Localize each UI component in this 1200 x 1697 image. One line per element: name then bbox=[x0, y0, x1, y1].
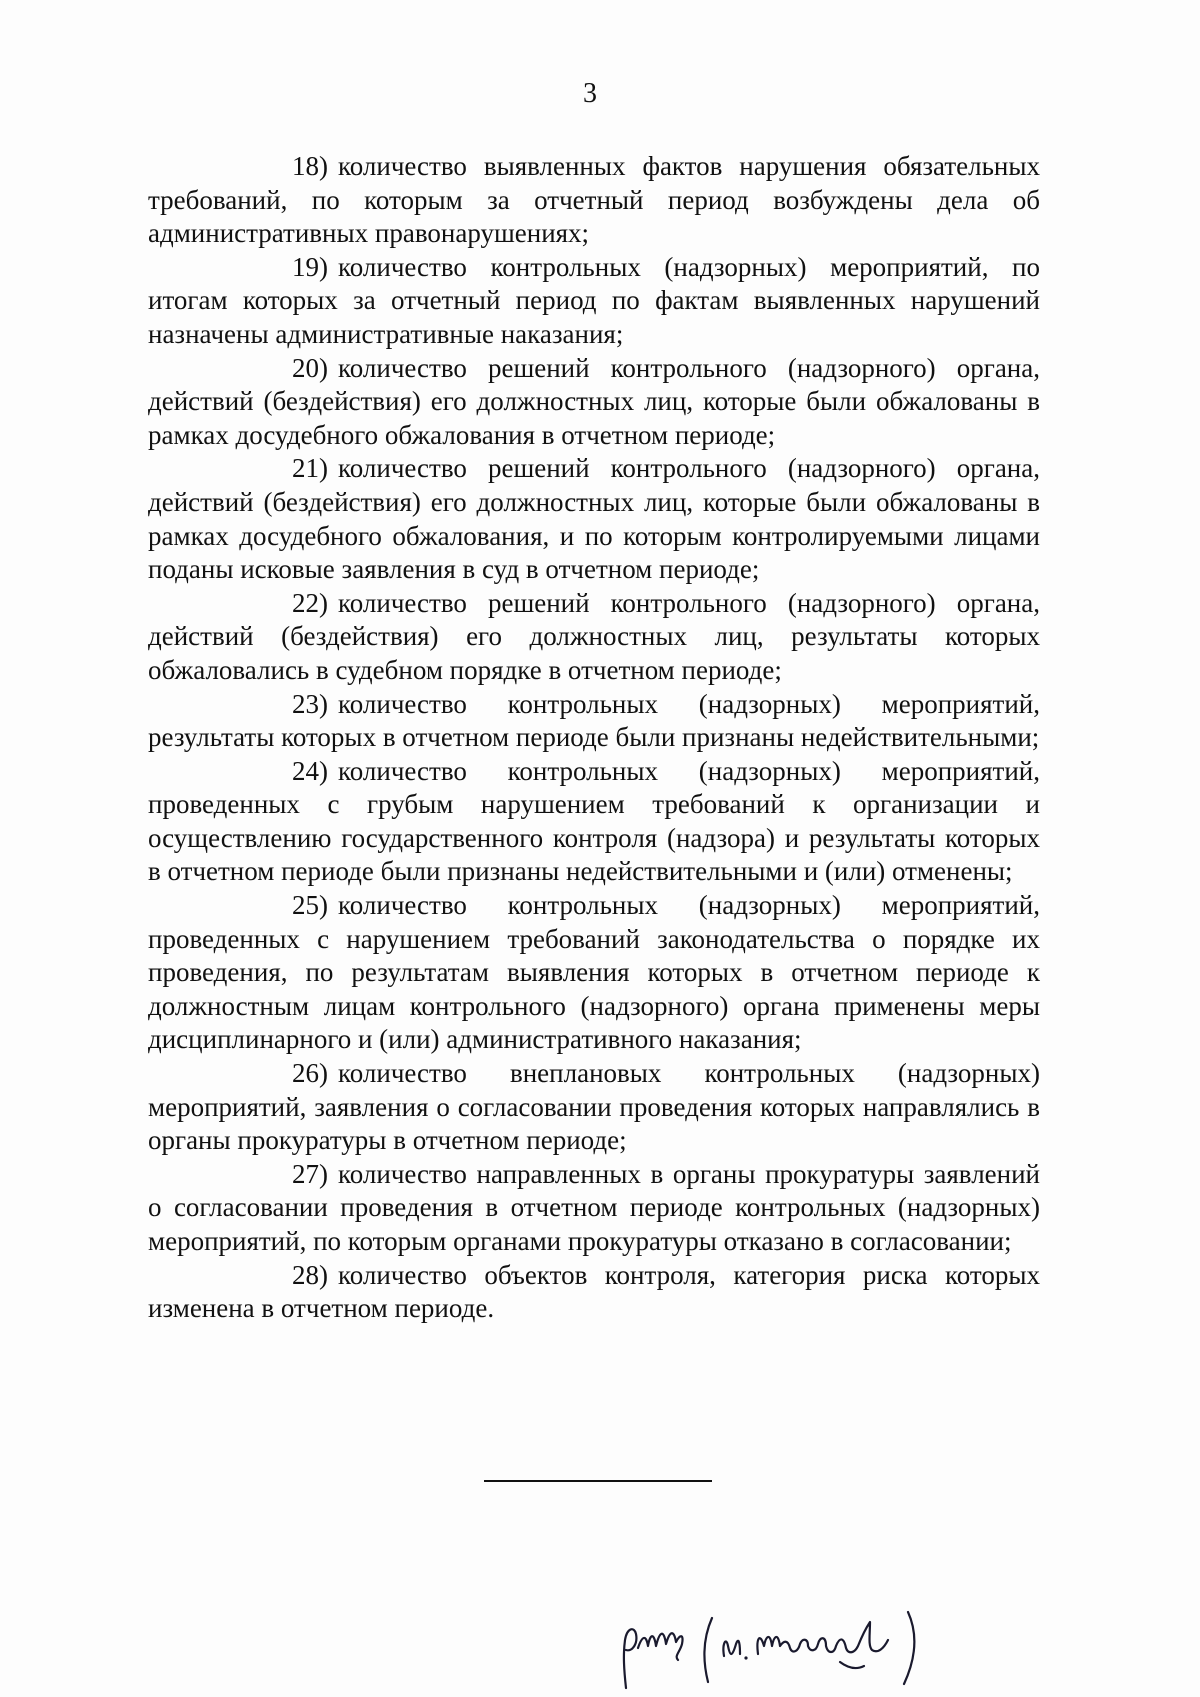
document-body bbox=[148, 150, 1040, 1326]
list-item bbox=[148, 150, 1040, 251]
item-number: 22) bbox=[292, 587, 328, 618]
item-number: 18) bbox=[292, 151, 328, 181]
signature-scribble-icon bbox=[608, 1600, 968, 1692]
list-item bbox=[148, 352, 1040, 453]
item-text: количество решений контрольного (надзорного) органа, действий (бездействия) его должностных лиц, которые были обжалованы в рамках досудебного обжалования, и по которым контролируемыми лицами поданы исковые заявления в суд в отчетном периоде; bbox=[148, 453, 1040, 585]
list-item bbox=[148, 587, 1040, 688]
list-item bbox=[148, 688, 1040, 755]
list-item bbox=[148, 1158, 1040, 1259]
item-number: 19) bbox=[292, 251, 328, 282]
list-item bbox=[148, 452, 1040, 586]
item-text: количество контрольных (надзорных) мероприятий, результаты которых в отчетном периоде были признаны недействительными; bbox=[148, 688, 1040, 753]
item-number: 23) bbox=[292, 688, 328, 719]
item-text: количество выявленных фактов нарушения обязательных требований, по которым за отчетный период возбуждены дела об административных правонарушениях; bbox=[148, 151, 1040, 249]
item-text: количество направленных в органы прокуратуры заявлений о согласовании проведения в отчетном периоде контрольных (надзорных) мероприятий, по которым органами прокуратуры отказано в согласовании; bbox=[148, 1158, 1040, 1256]
item-text: количество решений контрольного (надзорного) органа, действий (бездействия) его должностных лиц, результаты которых обжаловались в судебном порядке в отчетном периоде; bbox=[148, 587, 1040, 685]
item-number: 21) bbox=[292, 453, 328, 484]
closing-divider-line bbox=[484, 1480, 712, 1482]
list-item bbox=[148, 251, 1040, 352]
item-text: количество объектов контроля, категория риска которых изменена в отчетном периоде. bbox=[148, 1259, 1040, 1324]
item-number: 20) bbox=[292, 352, 328, 383]
item-text: количество решений контрольного (надзорного) органа, действий (бездействия) его должностных лиц, которые были обжалованы в рамках досудебного обжалования в отчетном периоде; bbox=[148, 352, 1040, 450]
item-number: 28) bbox=[292, 1259, 328, 1290]
item-text: количество контрольных (надзорных) мероприятий, проведенных с нарушением требований законодательства о порядке их проведения, по результатам выявления которых в отчетном периоде к должностным лицам контрольного (надзорного) органа применены меры дисциплинарного и (или) административного наказания; bbox=[148, 890, 1040, 1055]
item-number: 27) bbox=[292, 1158, 328, 1189]
list-item bbox=[148, 889, 1040, 1057]
page-number: 3 bbox=[583, 78, 597, 109]
item-number: 25) bbox=[292, 890, 328, 921]
item-number: 26) bbox=[292, 1058, 328, 1089]
handwritten-signature bbox=[608, 1600, 968, 1692]
item-text: количество контрольных (надзорных) мероприятий, проведенных с грубым нарушением требований к организации и осуществлению государственного контроля (надзора) и результаты которых в отчетном периоде были признаны недействительными и (или) отменены; bbox=[148, 755, 1040, 887]
item-text: количество внеплановых контрольных (надзорных) мероприятий, заявления о согласовании проведения которых направлялись в органы прокуратуры в отчетном периоде; bbox=[148, 1058, 1040, 1156]
list-item bbox=[148, 755, 1040, 889]
list-item bbox=[148, 1057, 1040, 1158]
list-item bbox=[148, 1259, 1040, 1326]
item-text: количество контрольных (надзорных) мероприятий, по итогам которых за отчетный период по фактам выявленных нарушений назначены административные наказания; bbox=[148, 251, 1040, 349]
item-number: 24) bbox=[292, 755, 328, 786]
